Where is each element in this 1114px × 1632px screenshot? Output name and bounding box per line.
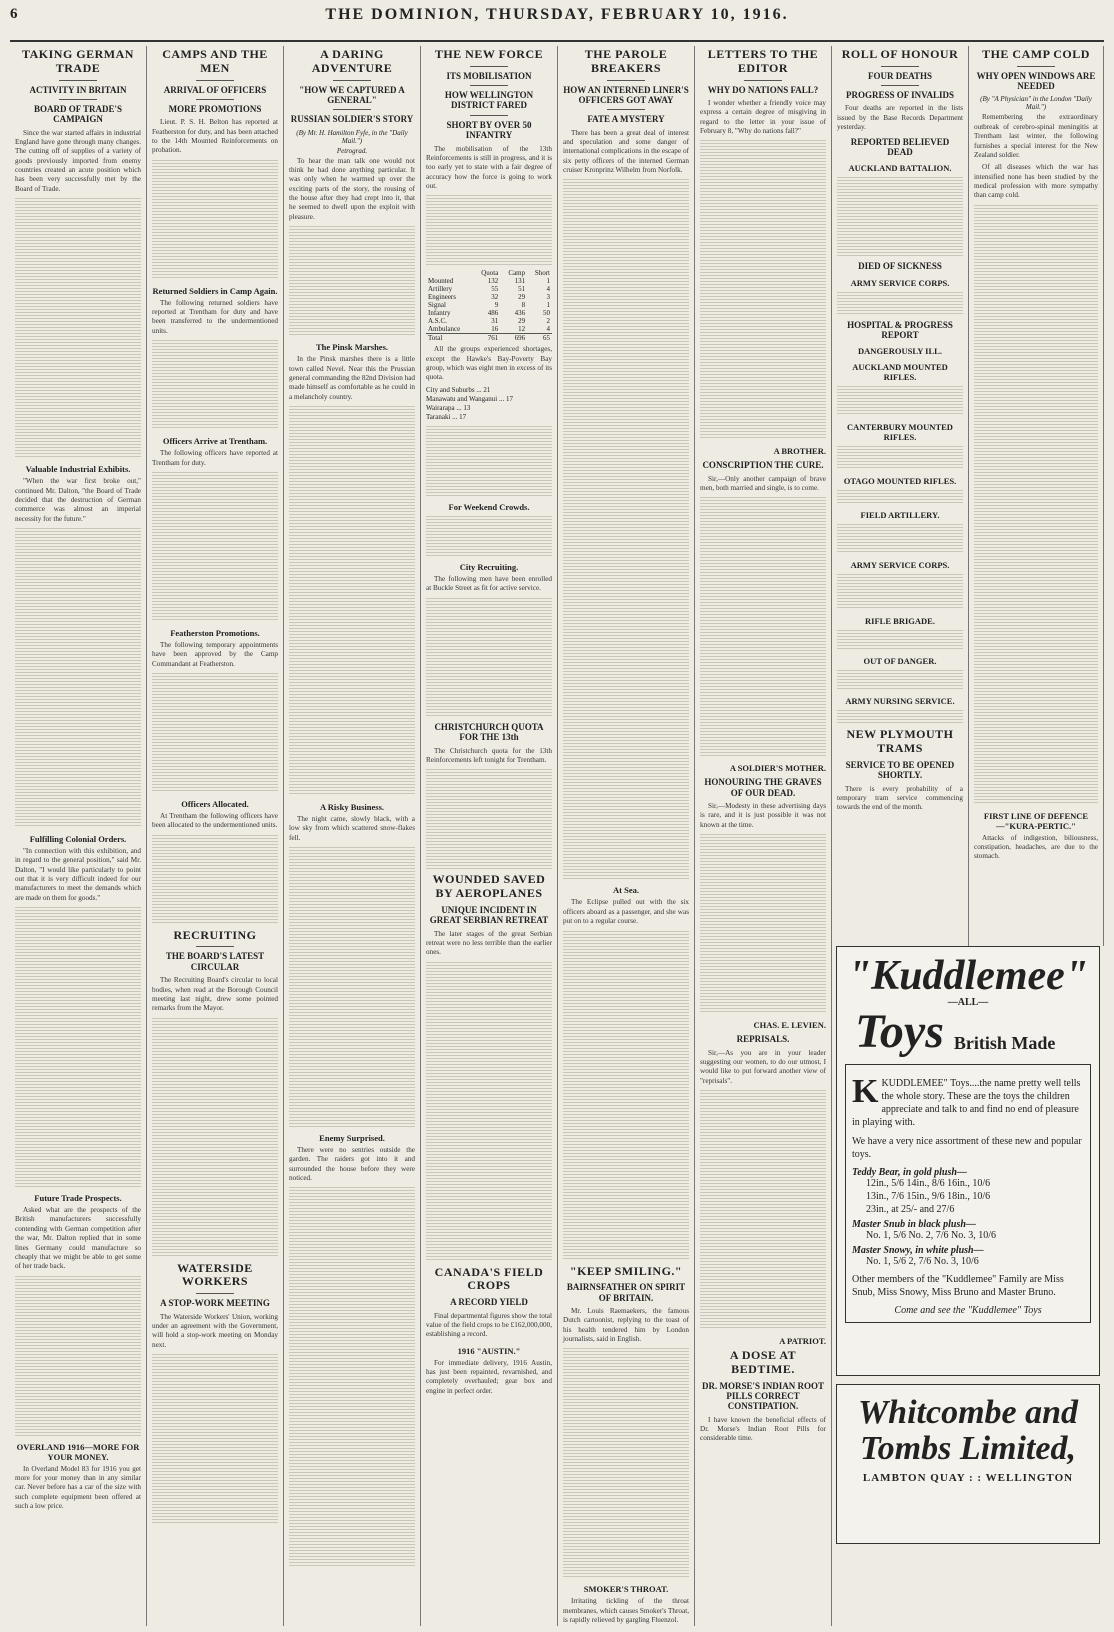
- ad-product: Master Snub in black plush—: [852, 1219, 976, 1230]
- ad-british-made: British Made: [953, 1032, 1056, 1053]
- section-heading: OTAGO MOUNTED RIFLES.: [843, 476, 957, 487]
- whitcombe-ad: [836, 1384, 1100, 1544]
- page-number: 6: [10, 6, 18, 22]
- text-block: [837, 490, 963, 504]
- section-heading: Valuable Industrial Exhibits.: [25, 464, 131, 475]
- article-title: LETTERS TO THE EDITOR: [707, 47, 819, 75]
- quota-table: [426, 269, 552, 342]
- divider: [59, 99, 97, 100]
- article-subheading: HOW AN INTERNED LINER'S OFFICERS GOT AWAY: [563, 84, 689, 105]
- article-subheading: THE BOARD'S LATEST CIRCULAR: [165, 951, 265, 972]
- section-heading: 1916 "AUSTIN.": [457, 1345, 521, 1356]
- article-paragraph: Sir,—Modesty in these advertising days is rare, and it is just possible it was not known at the time.: [700, 802, 826, 829]
- article-paragraph: The following returned soldiers have reported at Trentham for duty and have been transferred to the undermentioned units.: [152, 298, 278, 335]
- text-block: [426, 598, 552, 718]
- text-block: [15, 198, 141, 458]
- article-subheading: UNIQUE INCIDENT IN GREAT SERBIAN RETREAT: [429, 904, 549, 926]
- article-subheading: FATE A MYSTERY: [587, 114, 665, 125]
- article-paragraph: There were no sentries outside the garden. The raiders got into it and surrounded the house before they were noticed.: [289, 1146, 415, 1183]
- divider: [196, 946, 234, 947]
- article-subheading: ACTIVITY IN BRITAIN: [29, 84, 127, 95]
- table-cell: 132: [487, 277, 499, 286]
- text-block: [837, 446, 963, 470]
- divider: [333, 80, 371, 81]
- signature: CHAS. E. LEVIEN.: [753, 1020, 826, 1031]
- table-cell: A.S.C.: [428, 317, 447, 326]
- article-title: TAKING GERMAN TRADE: [22, 47, 134, 75]
- text-block: [700, 140, 826, 440]
- section-heading: The Pinsk Marshes.: [315, 342, 389, 353]
- article-subheading: BOARD OF TRADE'S CAMPAIGN: [33, 103, 122, 125]
- table-cell: 131: [514, 277, 526, 286]
- article-paragraph: The Christchurch quota for the 13th Reinforcements left tonight for Trentham.: [426, 746, 552, 764]
- section-heading: DANGEROUSLY ILL.: [858, 346, 942, 357]
- table-header: [426, 269, 473, 277]
- article-paragraph: At Trentham the following officers have been allocated to the undermentioned units.: [152, 811, 278, 830]
- article-subheading: RUSSIAN SOLDIER'S STORY: [290, 114, 414, 125]
- section-heading: Featherston Promotions.: [170, 627, 260, 638]
- article-title: WATERSIDE WORKERS: [177, 1260, 253, 1289]
- table-cell: 31: [491, 317, 499, 326]
- article-title: THE PAROLE BREAKERS: [584, 47, 668, 75]
- divider: [470, 85, 508, 86]
- signature: A PATRIOT.: [779, 1335, 826, 1346]
- text-block: [289, 1187, 415, 1567]
- column-parole-breakers: [558, 46, 695, 1626]
- divider: [470, 66, 508, 67]
- table-cell: 32: [491, 293, 499, 302]
- ad-assortment: We have a very nice assortment of these new and popular toys.: [852, 1136, 1082, 1160]
- section-heading: OVERLAND 1916—MORE FOR YOUR MONEY.: [16, 1441, 140, 1462]
- ad-address: LAMBTON QUAY : : WELLINGTON: [862, 1472, 1074, 1485]
- dateline: Petrograd.: [336, 146, 368, 155]
- table-cell: 51: [518, 285, 526, 294]
- table-row: [426, 325, 552, 334]
- ad-footer: Come and see the "Kuddlemee" Toys: [894, 1305, 1042, 1316]
- table-cell: 1: [546, 301, 550, 310]
- kuddlemee-ad-box: [836, 946, 1100, 1376]
- text-block: [837, 670, 963, 690]
- section-heading: Officers Arrive at Trentham.: [162, 436, 268, 447]
- column-camps: [147, 46, 284, 1626]
- text-block: [15, 907, 141, 1187]
- table-row: [426, 277, 552, 285]
- article-subheading: PROGRESS OF INVALIDS: [845, 90, 955, 101]
- column-new-force: [421, 46, 558, 1626]
- text-block: [152, 835, 278, 925]
- list-item: Taranaki ... 17: [426, 413, 467, 422]
- text-block: [152, 340, 278, 430]
- ad-toys-heading: Toys: [855, 1005, 944, 1058]
- article-title: CANADA'S FIELD CROPS: [434, 1264, 544, 1293]
- section-heading: ARMY NURSING SERVICE.: [845, 696, 955, 707]
- table-cell: Artillery: [428, 285, 453, 294]
- section-heading: For Weekend Crowds.: [448, 502, 530, 513]
- section-heading: HOSPITAL & PROGRESS REPORT: [847, 319, 953, 340]
- text-block: [152, 160, 278, 280]
- section-heading: Enemy Surprised.: [319, 1133, 385, 1144]
- text-block: [837, 386, 963, 416]
- divider: [196, 80, 234, 81]
- dropcap: K: [852, 1073, 879, 1110]
- article-paragraph: Lieut. P. S. H. Belton has reported at Featherston for duty, and has been attached to the 14th Mounted Reinforcements on probation.: [152, 118, 278, 155]
- article-paragraph: Sir,—As you are in your leader suggesting our women, to do our utmost, I would like to put forward another view of "reprisals".: [700, 1048, 826, 1085]
- article-subheading: "HOW WE CAPTURED A GENERAL": [299, 84, 405, 105]
- article-paragraph: In the Pinsk marshes there is a little town called Nevel. Near this the Prussian general commanding the 82nd Division had made himself as comfortable as he could in a melancholy country.: [289, 355, 415, 401]
- article-paragraph: The Waterside Workers' Union, working under an agreement with the Government, will hold a stop-work meeting on Monday next.: [152, 1312, 278, 1349]
- table-cell: 2: [546, 317, 550, 326]
- ad-price: No. 1, 5/6 2, 7/6 No. 3, 10/6: [866, 1256, 979, 1267]
- section-heading: Returned Soldiers in Camp Again.: [152, 285, 278, 296]
- section-heading: Fulfilling Colonial Orders.: [29, 833, 127, 844]
- table-cell: 436: [514, 309, 526, 318]
- table-row: [426, 317, 552, 325]
- text-block: [700, 497, 826, 757]
- text-block: [152, 472, 278, 622]
- ad-intro-text: KUDDLEMEE" Toys....the name pretty well tells the whole story. These are the toys the children appreciate and talk to and find no end of pleasure in playing with.: [852, 1078, 1081, 1128]
- article-paragraph: I have known the beneficial effects of Dr. Morse's Indian Root Pills for considerable time.: [700, 1415, 826, 1443]
- divider: [196, 1293, 234, 1294]
- article-subheading: A RECORD YIELD: [450, 1297, 528, 1308]
- section-heading: CANTERBURY MOUNTED RIFLES.: [847, 422, 953, 443]
- text-block: [289, 847, 415, 1127]
- text-block: [426, 769, 552, 869]
- text-block: [426, 195, 552, 265]
- signature: A BROTHER.: [773, 446, 826, 457]
- section-heading: At Sea.: [613, 885, 639, 896]
- table-row: [426, 301, 552, 309]
- list-item: City and Suburbs ... 21: [426, 385, 491, 394]
- article-subheading: REPRISALS.: [736, 1034, 790, 1045]
- text-block: [700, 1090, 826, 1330]
- article-paragraph: Since the war started affairs in industrial England have gone through many changes. The cutting off of supplies of a variety of goods previously imported from enemy countries created an acute position which has been very successfully met by the Board of Trade.: [15, 128, 141, 193]
- text-block: [152, 673, 278, 793]
- article-subheading: HONOURING THE GRAVES OF OUR DEAD.: [704, 777, 822, 798]
- article-paragraph: For immediate delivery, 1916 Austin, has just been repainted, revarnished, and completely overhauled; gear box and engine in perfect order.: [426, 1358, 552, 1395]
- section-heading: OUT OF DANGER.: [863, 656, 937, 667]
- ad-inner-box: [845, 1064, 1091, 1323]
- article-title: NEW PLYMOUTH TRAMS: [846, 727, 954, 756]
- table-cell: 50: [543, 309, 550, 318]
- table-cell: Total: [428, 334, 443, 343]
- text-block: [700, 834, 826, 1014]
- article-paragraph: Asked what are the prospects of the British manufacturers successfully contending with German competition after the war, Mr. Dalton replied that in some lines Germany could manufacture so cheaply that we might be able to get some of her trade back.: [15, 1206, 141, 1271]
- text-block: [837, 574, 963, 610]
- article-subheading: SHORT BY OVER 50 INFANTRY: [446, 119, 532, 141]
- byline: (By "A Physician" in the London "Daily Mail."): [980, 95, 1092, 112]
- article-subheading: ITS MOBILISATION: [446, 70, 532, 81]
- table-cell: Signal: [428, 301, 446, 310]
- table-cell: 29: [518, 317, 526, 326]
- text-block: [426, 516, 552, 556]
- article-subheading: MORE PROMOTIONS: [168, 103, 262, 114]
- divider: [196, 99, 234, 100]
- article-paragraph: "In connection with this exhibition, and in regard to the general position," said Mr. Dalton, "I would like particularly to point out that it is very difficult indeed for our manufacturers to meet the demands which are made on them for goods.": [15, 846, 141, 902]
- article-paragraph: I wonder whether a friendly voice may express a certain degree of misgiving in regard to the letter in your issue of February 8, "Why do nations fall?": [700, 98, 826, 136]
- table-cell: 3: [546, 293, 550, 302]
- table-cell: 486: [487, 309, 499, 318]
- ad-price: No. 1, 5/6 No. 2, 7/6 No. 3, 10/6: [866, 1230, 996, 1241]
- divider: [59, 80, 97, 81]
- list-item: Wairarapa ... 13: [426, 403, 471, 412]
- table-cell: 55: [491, 285, 499, 294]
- article-title: THE NEW FORCE: [434, 47, 544, 61]
- table-cell: 696: [514, 334, 526, 343]
- masthead: [10, 0, 1104, 42]
- article-subheading: BAIRNSFATHER ON SPIRIT OF BRITAIN.: [566, 1282, 686, 1303]
- article-paragraph: Of all diseases which the war has intensified none has been studied by the medical profession with more sympathy than camp cold.: [974, 163, 1098, 200]
- article-paragraph: The mobilisation of the 13th Reinforcements is still in progress, and it is too early yet to state with a fair degree of accuracy how the force is going to work out.: [426, 144, 552, 190]
- ad-other-members: Other members of the "Kuddlemee" Family are Miss Snub, Miss Snowy, Miss Bruno and Master Bruno.: [852, 1274, 1064, 1298]
- section-heading: DIED OF SICKNESS: [858, 261, 942, 272]
- article-paragraph: The later stages of the great Serbian retreat were no less terrible than the earlier ones.: [426, 929, 552, 957]
- article-title: "KEEP SMILING.": [569, 1263, 683, 1278]
- text-block: [15, 528, 141, 828]
- section-heading: Future Trade Prospects.: [34, 1193, 122, 1204]
- article-subheading: SERVICE TO BE OPENED SHORTLY.: [845, 759, 955, 781]
- ad-divider-text: —ALL—: [947, 997, 989, 1008]
- table-header: Quota: [481, 269, 499, 278]
- text-block: [152, 1354, 278, 1524]
- table-cell: 1: [546, 277, 550, 286]
- text-block: [563, 179, 689, 879]
- article-paragraph: Remembering the extraordinary outbreak of cerebro-spinal meningitis at Trentham last winter, the following furnishes a special interest for the New Zealand soldier.: [974, 113, 1098, 159]
- table-cell: 4: [546, 285, 550, 294]
- ad-product: Teddy Bear, in gold plush—: [852, 1167, 967, 1178]
- article-title: WOUNDED SAVED BY AEROPLANES: [432, 872, 546, 901]
- article-subheading: WHY OPEN WINDOWS ARE NEEDED: [976, 70, 1096, 92]
- ad-intro: [852, 1073, 1084, 1129]
- table-header-row: [426, 269, 552, 277]
- article-subheading: CONSCRIPTION THE CURE.: [702, 460, 824, 471]
- divider: [607, 80, 645, 81]
- text-block: [289, 226, 415, 336]
- table-header: Camp: [508, 269, 526, 278]
- ad-price: 13in., 7/6 15in., 9/6 18in., 10/6: [866, 1191, 991, 1202]
- text-block: [837, 630, 963, 650]
- signature: A SOLDIER'S MOTHER.: [729, 763, 826, 774]
- table-cell: 8: [521, 301, 526, 310]
- section-heading: ARMY SERVICE CORPS.: [850, 560, 950, 571]
- article-paragraph: Irritating tickling of the throat membranes, which causes Smoker's Throat, is rapidly relieved by gargling Fluenzol.: [563, 1597, 689, 1625]
- article-paragraph: Sir,—Only another campaign of brave men, both married and single, is to come.: [700, 474, 826, 493]
- article-title: A DOSE AT BEDTIME.: [729, 1347, 797, 1376]
- table-cell: 65: [543, 334, 550, 343]
- section-heading: City Recruiting.: [459, 562, 519, 573]
- ad-company-name: Whitcombe and Tombs Limited,: [857, 1394, 1079, 1467]
- article-paragraph: Mr. Louis Raemaekers, the famous Dutch cartoonist, replying to the toast of his health tendered him by London journalists, said in English.: [563, 1306, 689, 1344]
- article-subheading: FOUR DEATHS: [867, 70, 933, 81]
- article-paragraph: The night came, slowly black, with a low sky from which scattered snow-flakes fell.: [289, 814, 415, 842]
- byline: (By Mr. H. Hamilton Fyfe, in the "Daily Mail."): [296, 128, 408, 145]
- kuddlemee-ad: [836, 946, 1100, 1616]
- article-subheading: CHRISTCHURCH QUOTA FOR THE 13th: [434, 721, 544, 743]
- section-heading: REPORTED BELIEVED DEAD: [850, 136, 950, 157]
- article-paragraph: "When the war first broke out," continued Mr. Dalton, "the Board of Trade decided that the destruction of German commerce was almost an imperial necessity for the future.": [15, 477, 141, 523]
- table-cell: 4: [546, 325, 550, 334]
- article-title: CAMPS AND THE MEN: [162, 47, 268, 75]
- table-cell: 9: [494, 301, 499, 310]
- table-cell: 12: [518, 325, 526, 334]
- section-heading: Officers Allocated.: [181, 798, 249, 809]
- section-heading: FIRST LINE OF DEFENCE—"KURA-PERTIC.": [983, 810, 1089, 831]
- table-cell: 29: [518, 293, 526, 302]
- column-roll-of-honour: [832, 46, 969, 946]
- ad-headline: "Kuddlemee": [847, 953, 1089, 999]
- article-title: ROLL OF HONOUR: [841, 47, 959, 61]
- section-heading: AUCKLAND MOUNTED RIFLES.: [852, 362, 948, 383]
- article-title: RECRUITING: [173, 927, 257, 942]
- article-paragraph: There has been a great deal of interest and speculation and some danger of international complications in the escape of six petty officers of the interned German cruiser Kronprinz Wilhelm from Norfolk.: [563, 128, 689, 175]
- text-block: [152, 1018, 278, 1258]
- column-daring-adventure: [284, 46, 421, 1626]
- table-total-row: [426, 334, 552, 343]
- section-heading: SMOKER'S THROAT.: [583, 1584, 669, 1595]
- section-heading: A Risky Business.: [319, 801, 384, 812]
- article-subheading: A STOP-WORK MEETING: [160, 1298, 270, 1309]
- article-paragraph: There is every probability of a temporary tram service commencing towards the end of the month.: [837, 784, 963, 812]
- text-block: [837, 177, 963, 257]
- divider: [607, 109, 645, 110]
- text-block: [289, 406, 415, 796]
- article-subheading: HOW WELLINGTON DISTRICT FARED: [444, 90, 534, 111]
- divider: [744, 80, 782, 81]
- list-item: Manawatu and Wanganui ... 17: [426, 394, 513, 403]
- text-block: [837, 292, 963, 316]
- table-cell: 761: [487, 334, 499, 343]
- ad-price: 12in., 5/6 14in., 8/6 16in., 10/6: [866, 1178, 991, 1189]
- article-paragraph: Four deaths are reported in the lists issued by the Base Records Department yesterday.: [837, 104, 963, 132]
- ad-price: 23in., at 25/- and 27/6: [866, 1204, 955, 1215]
- text-block: [837, 710, 963, 724]
- ad-product: Master Snowy, in white plush—: [852, 1245, 984, 1256]
- table-row: [426, 285, 552, 293]
- text-block: [563, 1348, 689, 1578]
- article-subheading: WHY DO NATIONS FALL?: [707, 84, 819, 95]
- text-block: [563, 931, 689, 1261]
- article-title: THE CAMP COLD: [982, 47, 1090, 61]
- text-block: [426, 426, 552, 496]
- table-cell: Ambulance: [428, 325, 461, 334]
- divider: [470, 115, 508, 116]
- table-row: [426, 309, 552, 317]
- page-columns: [10, 46, 1104, 1626]
- article-title: A DARING ADVENTURE: [311, 47, 393, 75]
- article-subheading: ARRIVAL OF OFFICERS: [163, 84, 267, 95]
- section-heading: RIFLE BRIGADE.: [865, 616, 935, 627]
- table-row: [426, 293, 552, 301]
- table-cell: Engineers: [428, 293, 456, 302]
- section-heading: AUCKLAND BATTALION.: [848, 163, 952, 174]
- divider: [333, 109, 371, 110]
- article-paragraph: The following men have been enrolled at Buckle Street as fit for active service.: [426, 575, 552, 593]
- text-block: [974, 205, 1098, 805]
- article-paragraph: Attacks of indigestion, biliousness, constipation, headaches, are due to the stomach.: [974, 833, 1098, 861]
- divider: [881, 85, 919, 86]
- article-paragraph: The following temporary appointments have been approved by the Camp Commandant at Featherston.: [152, 640, 278, 668]
- table-cell: Infantry: [428, 309, 451, 318]
- text-block: [15, 1276, 141, 1436]
- divider: [881, 66, 919, 67]
- column-letters: [695, 46, 832, 1626]
- table-cell: Mounted: [428, 277, 454, 286]
- column-german-trade: [10, 46, 147, 1626]
- article-paragraph: In Overland Model 83 for 1916 you get more for your money than in any similar car. Never before has a car of the size with such complete equipment been offered at such a low price.: [15, 1464, 141, 1511]
- article-paragraph: The Recruiting Board's circular to local bodies, when read at the Borough Council meeting last night, drew some pointed remarks from the Mayor.: [152, 976, 278, 1013]
- text-block: [837, 524, 963, 554]
- table-cell: 16: [491, 325, 499, 334]
- article-paragraph: Final departmental figures show the total value of the field crops to be £162,000,000, establishing a record.: [426, 1311, 552, 1339]
- article-paragraph: The Eclipse pulled out with the six officers aboard as a passenger, and she was put on to a regular course.: [563, 898, 689, 926]
- article-paragraph: All the groups experienced shortages, except the Hawke's Bay-Poverty Bay group, which was eight men in excess of its quota.: [426, 345, 552, 382]
- section-heading: FIELD ARTILLERY.: [860, 510, 940, 521]
- text-block: [426, 962, 552, 1262]
- divider: [1017, 66, 1054, 67]
- newspaper-title: THE DOMINION, THURSDAY, FEBRUARY 10, 1916.: [325, 6, 789, 23]
- article-subheading: DR. MORSE'S INDIAN ROOT PILLS CORRECT CONSTIPATION.: [701, 1380, 824, 1412]
- article-paragraph: To hear the man talk one would not think he had done anything particular. It was only when he warmed up over the exciting parts of the story, the rousing of the house after they had crept into it, that he seemed to dwell upon the exploit with pleasure.: [289, 156, 415, 221]
- table-header: Short: [534, 269, 550, 278]
- column-camp-cold: [969, 46, 1104, 946]
- article-paragraph: The following officers have reported at Trentham for duty.: [152, 449, 278, 467]
- section-heading: ARMY SERVICE CORPS.: [850, 277, 950, 288]
